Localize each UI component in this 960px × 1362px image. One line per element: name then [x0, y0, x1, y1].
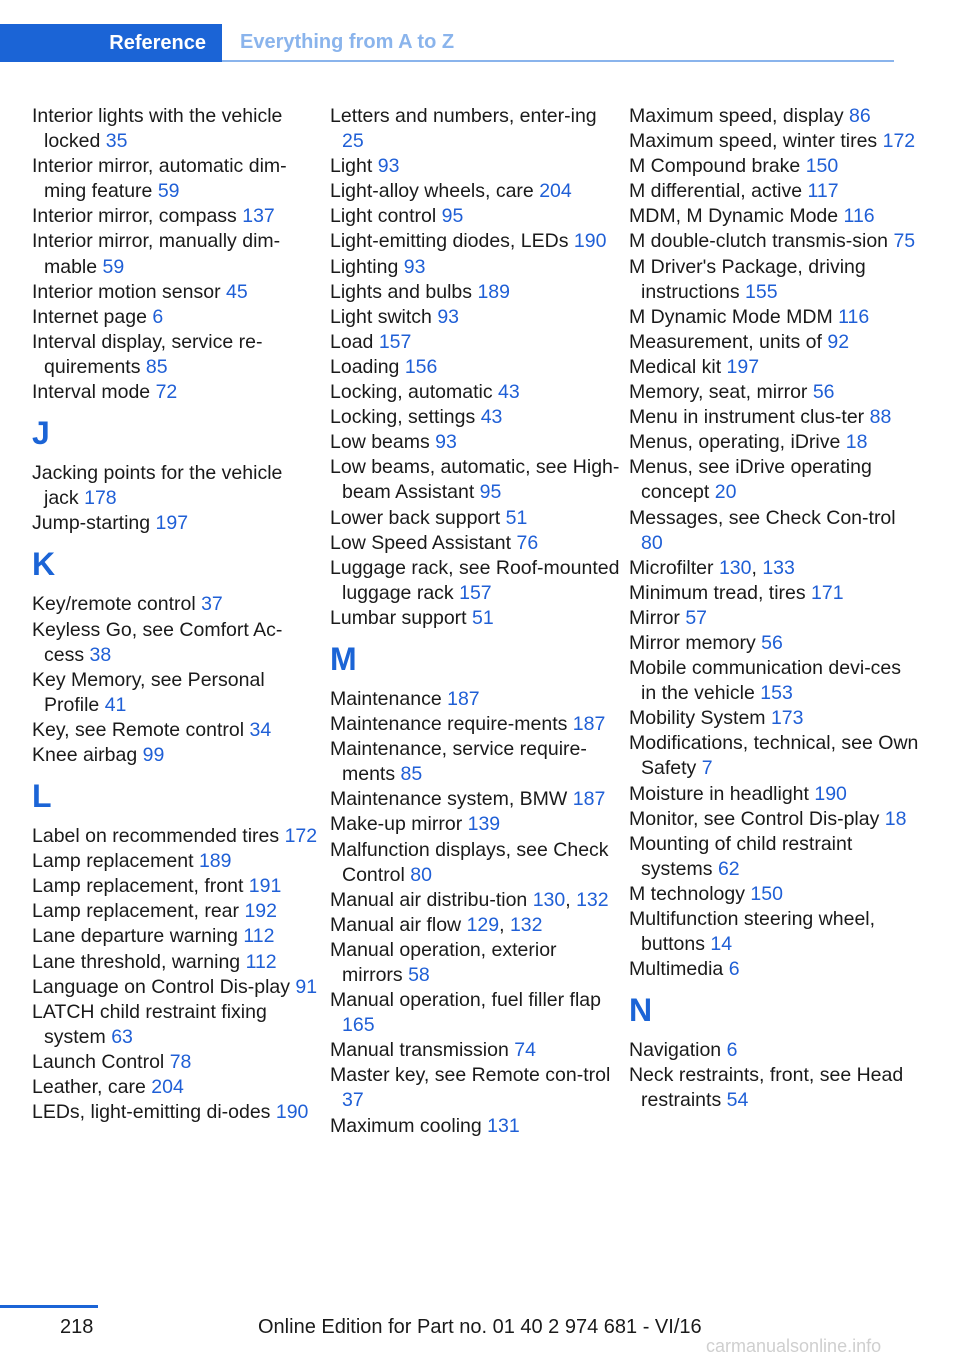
index-entry-text: Internet page [32, 305, 147, 328]
page-reference-link[interactable]: 129 [466, 913, 500, 936]
section-letter: M [330, 640, 357, 677]
index-entry-text: Lamp replacement, front [32, 875, 244, 898]
index-entry [32, 104, 322, 154]
index-entry-text: Master key, see Remote con‐trol [330, 1064, 611, 1087]
page-reference-link[interactable]: 157 [378, 330, 412, 353]
page-reference-link[interactable]: 62 [717, 857, 740, 880]
index-entry-text: Mobility System [629, 707, 766, 730]
index-entry [32, 618, 322, 668]
page-reference-link[interactable]: 99 [142, 743, 165, 766]
index-entry-text: Maintenance, service require‐ments [330, 738, 587, 786]
index-entry-text: Low Speed Assistant [330, 531, 512, 554]
index-entry [629, 1063, 919, 1113]
page-reference-link[interactable]: 18 [884, 807, 907, 830]
index-entry-text: M differential, active [629, 180, 803, 203]
index-entry [32, 461, 322, 511]
index-entry [32, 924, 322, 949]
page-reference-link[interactable]: 56 [812, 381, 835, 404]
page-reference-link[interactable]: 25 [342, 130, 364, 153]
index-entry-text: Maximum cooling [330, 1114, 482, 1137]
page-reference-link[interactable]: 59 [102, 255, 125, 278]
index-entry [629, 380, 919, 405]
index-entry [330, 280, 620, 305]
index-entry [32, 305, 322, 330]
index-entry-text: Mirror memory [629, 631, 756, 654]
index-entry-text: Letters and numbers, enter‐ing [330, 105, 597, 127]
index-entry [629, 506, 919, 556]
page-reference-link[interactable]: 93 [435, 431, 457, 454]
index-entry-text: Mirror [629, 606, 680, 629]
index-entry [330, 405, 620, 430]
index-entry [330, 1063, 620, 1113]
index-entry-text: Interior mirror, compass [32, 205, 237, 228]
page-reference-link[interactable]: 187 [572, 788, 606, 811]
index-entry-text: Neck restraints, front, see Head restraints [629, 1064, 904, 1112]
page-reference-link[interactable]: 45 [226, 280, 248, 303]
watermark: carmanualsonline.info [706, 1336, 882, 1356]
index-entry-text: Interval display, service re‐quirements [32, 330, 263, 378]
index-entry-text: Mounting of child restraint systems [629, 832, 853, 880]
index-entry [32, 380, 322, 405]
index-entry [629, 305, 919, 330]
index-column-2 [330, 104, 620, 1139]
index-entry-text: Monitor, see Control Dis‐play [629, 807, 880, 830]
index-entry-text: Language on Control Dis‐play [32, 975, 290, 998]
index-entry-text: Measurement, units of [629, 330, 822, 353]
page-reference-link[interactable]: 63 [111, 1025, 133, 1048]
index-entry [330, 812, 620, 837]
page-reference-link[interactable]: 86 [849, 105, 871, 127]
index-entry-text: Interior mirror, automatic dim‐ming feature [32, 155, 287, 203]
index-entry [330, 330, 620, 355]
index-entry-text: Moisture in headlight [629, 782, 809, 805]
page-reference-link[interactable]: 7 [701, 757, 713, 780]
page-reference-link[interactable]: 157 [459, 581, 492, 604]
index-entry-text: Label on recommended tires [32, 825, 280, 848]
index-entry-text: Lower back support [330, 506, 501, 529]
index-entry-text: M Driver's Package, driving instructions [629, 255, 866, 303]
index-entry-text: Knee airbag [32, 743, 138, 766]
index-entry-text: Lane departure warning [32, 925, 238, 948]
page-reference-link[interactable]: 85 [400, 763, 423, 786]
index-entry [629, 455, 919, 505]
page-reference-link[interactable]: 130 [718, 556, 752, 579]
page-reference-link[interactable]: 6 [726, 1039, 738, 1062]
index-entry [330, 305, 620, 330]
page-reference-link[interactable]: 6 [728, 958, 740, 981]
index-entry-text: Modifications, technical, see Own Safety [629, 732, 919, 780]
page-reference-link[interactable]: 80 [410, 863, 432, 886]
index-entry-text: Locking, settings [330, 406, 476, 429]
page-reference-link[interactable]: 133 [762, 556, 795, 579]
index-entry [330, 1114, 620, 1139]
index-entry-text: Light-alloy wheels, care [330, 180, 534, 203]
index-entry-text: LATCH child restraint fixing system [32, 1000, 267, 1048]
index-entry [330, 506, 620, 531]
index-entry [629, 1038, 919, 1063]
page-reference-link[interactable]: 51 [505, 506, 528, 529]
index-entry [629, 430, 919, 455]
page-reference-link[interactable]: 116 [843, 205, 875, 228]
index-entry-text: Messages, see Check Con‐trol [629, 506, 896, 529]
index-entry-text: M Compound brake [629, 155, 801, 178]
index-entry [32, 668, 322, 718]
page-reference-link[interactable]: 37 [342, 1089, 364, 1112]
index-entry-text: M Dynamic Mode MDM [629, 305, 833, 328]
page-reference-link[interactable]: 57 [685, 606, 708, 629]
index-entry [330, 938, 620, 988]
index-entry [32, 511, 322, 536]
index-entry-text: Launch Control [32, 1050, 165, 1073]
page-header [0, 0, 960, 62]
page-reference-link[interactable]: 165 [342, 1014, 375, 1037]
index-entry [32, 229, 322, 279]
index-entry [629, 807, 919, 832]
index-entry [330, 737, 620, 787]
page-reference-link[interactable]: 172 [284, 825, 318, 848]
index-entry-text: M double-clutch transmis‐sion [629, 230, 889, 253]
index-entry [330, 204, 620, 229]
index-entry-text: Interior mirror, manually dim‐mable [32, 230, 281, 278]
page-reference-link[interactable]: 78 [169, 1050, 192, 1073]
index-entry [629, 104, 919, 129]
page-reference-link[interactable]: 187 [447, 687, 480, 710]
index-entry-text: Menu in instrument clus‐ter [629, 406, 865, 429]
index-entry [32, 1050, 322, 1075]
page-reference-link[interactable]: 132 [509, 913, 543, 936]
index-entry [330, 787, 620, 812]
index-entry-text: Maintenance [330, 687, 442, 710]
page-reference-link[interactable]: 20 [714, 481, 737, 504]
page-reference-link[interactable]: 95 [441, 205, 464, 228]
index-entry [32, 899, 322, 924]
tab-section-title[interactable]: Everything from A to Z [240, 30, 455, 53]
index-entry-text: Lumbar support [330, 606, 467, 629]
page-reference-link[interactable]: 116 [838, 305, 870, 328]
index-entry [330, 988, 620, 1038]
page-reference-link[interactable]: 204 [151, 1076, 184, 1098]
index-entry-text: Memory, seat, mirror [629, 381, 808, 404]
page-reference-link[interactable]: 51 [472, 606, 494, 629]
page-reference-link[interactable]: 112 [243, 925, 275, 948]
page-reference-link[interactable]: 139 [467, 813, 501, 836]
index-entry [32, 204, 322, 229]
index-entry-text: Interior lights with the vehicle locked [32, 105, 283, 153]
index-entry-text: MDM, M Dynamic Mode [629, 205, 839, 228]
page-reference-link[interactable]: 95 [479, 481, 502, 504]
page-reference-link[interactable]: 34 [249, 718, 272, 741]
index-entry-text: Lamp replacement, rear [32, 900, 240, 923]
index-entry [629, 229, 919, 254]
page-reference-link[interactable]: 6 [152, 305, 164, 328]
page-reference-link[interactable]: 75 [893, 230, 916, 253]
index-entry [629, 832, 919, 882]
index-entry-text: Lights and bulbs [330, 280, 473, 303]
index-entry [330, 355, 620, 380]
index-entry-text: Maintenance require‐ments [330, 713, 568, 736]
index-entry [32, 849, 322, 874]
index-entry-text: Interval mode [32, 381, 151, 404]
page-reference-link[interactable]: 93 [437, 305, 460, 328]
index-entry [629, 907, 919, 957]
index-entry-text: Multimedia [629, 958, 724, 981]
index-entry-text: Low beams, automatic, see High-beam Assistant [330, 456, 620, 504]
index-entry-text: LEDs, light-emitting di‐odes [32, 1101, 271, 1124]
index-entry [629, 656, 919, 706]
index-entry [330, 838, 620, 888]
index-entry-text: Loading [330, 355, 400, 378]
page-reference-link[interactable]: 150 [750, 882, 783, 905]
page-reference-link[interactable]: 189 [477, 280, 510, 303]
index-entry [629, 606, 919, 631]
index-entry-text: Medical kit [629, 355, 722, 378]
index-entry-text: Maximum speed, winter tires [629, 130, 878, 153]
tab-reference[interactable]: Reference [0, 24, 222, 62]
index-entry [330, 104, 620, 154]
index-entry [32, 950, 322, 975]
page-reference-link[interactable]: 130 [532, 888, 566, 911]
index-entry [32, 1100, 322, 1125]
index-entry [330, 712, 620, 737]
index-entry-text: Low beams [330, 431, 430, 454]
page-reference-link[interactable]: 137 [242, 205, 275, 228]
page-reference-link[interactable]: 155 [745, 280, 778, 303]
index-column-1 [32, 104, 322, 1125]
index-entry: Manual air distribu‐tion 130, 132 [330, 888, 609, 911]
index-entry-text: Lighting [330, 255, 399, 278]
index-entry [629, 581, 919, 606]
index-entry-text: Make-up mirror [330, 813, 463, 836]
index-entry: Microfilter 130, 133 [629, 556, 795, 579]
index-entry [330, 1038, 620, 1063]
index-entry-text: Lamp replacement [32, 850, 194, 873]
page-reference-link[interactable]: 88 [869, 406, 892, 429]
index-entry [32, 824, 322, 849]
page-reference-link[interactable]: 190 [573, 230, 607, 253]
page-reference-link[interactable]: 58 [408, 964, 430, 986]
section-letter: K [32, 546, 56, 583]
index-entry [330, 430, 620, 455]
index-entry-text: Maximum speed, display [629, 105, 844, 127]
section-letter: L [32, 778, 52, 815]
page-reference-link[interactable]: 189 [198, 850, 232, 873]
page-reference-link[interactable]: 172 [882, 130, 916, 153]
index-entry-text: Light-emitting diodes, LEDs [330, 230, 569, 253]
page-reference-link[interactable]: 92 [827, 330, 850, 353]
page-reference-link[interactable]: 37 [201, 593, 223, 616]
index-entry-text: Manual operation, fuel filler flap [330, 989, 601, 1012]
edition-info: Online Edition for Part no. 01 40 2 974 681 - VI/16 [258, 1316, 702, 1338]
page-reference-link[interactable]: 56 [761, 631, 783, 654]
index-entry [32, 743, 322, 768]
page-reference-link[interactable]: 192 [244, 900, 277, 923]
index-entry [629, 129, 919, 154]
index-entry-text: M technology [629, 882, 745, 905]
index-entry-text: Keyless Go, see Comfort Ac‐cess [32, 618, 283, 666]
page-reference-link[interactable]: 153 [760, 682, 793, 705]
index-entry [32, 975, 322, 1000]
index-entry-text: Manual operation, exterior mirrors [330, 938, 557, 986]
page-reference-link[interactable]: 59 [157, 180, 180, 203]
page-reference-link[interactable]: 112 [245, 950, 277, 973]
index-entry-text: Menus, see iDrive operating concept [629, 456, 872, 504]
index-entry [629, 179, 919, 204]
page-reference-link[interactable]: 117 [807, 180, 839, 203]
page-reference-link[interactable]: 156 [404, 355, 438, 378]
page-reference-link[interactable]: 14 [710, 933, 733, 956]
section-letter: N [629, 992, 653, 1029]
index-entry-text: Light control [330, 205, 437, 228]
index-entry [32, 874, 322, 899]
index-entry [629, 706, 919, 731]
page-reference-link[interactable]: 93 [403, 255, 426, 278]
page-reference-link[interactable]: 80 [641, 531, 663, 554]
index-entry-text: Maintenance system, BMW [330, 788, 568, 811]
index-entry: Manual air flow 129, 132 [330, 913, 543, 936]
index-entry [32, 330, 322, 380]
page-reference-link[interactable]: 93 [377, 155, 400, 178]
index-entry [629, 355, 919, 380]
index-entry [330, 455, 620, 505]
index-entry [629, 330, 919, 355]
index-entry [629, 957, 919, 982]
index-column-3 [629, 104, 919, 1114]
page-reference-link[interactable]: 190 [814, 782, 847, 805]
index-entry-text: Key, see Remote control [32, 718, 245, 741]
index-entry-text: Locking, automatic [330, 381, 493, 404]
index-entry-text: Jump-starting [32, 512, 151, 535]
header-divider [222, 60, 894, 62]
page-reference-link[interactable]: 35 [105, 130, 128, 153]
index-entry [330, 531, 620, 556]
index-entry-text: Menus, operating, iDrive [629, 431, 841, 454]
page-reference-link[interactable]: 43 [480, 406, 503, 429]
index-entry-text: Malfunction displays, see Check Control [330, 838, 609, 886]
index-entry-text: Lane threshold, warning [32, 950, 241, 973]
page-reference-link[interactable]: 74 [514, 1039, 536, 1062]
index-entry-text: Key/remote control [32, 593, 196, 616]
index-entry [330, 179, 620, 204]
index-entry [629, 154, 919, 179]
page-reference-link[interactable]: 191 [248, 875, 282, 898]
index-entry-text: Luggage rack, see Roof-mounted luggage rack [330, 556, 620, 604]
index-entry [629, 255, 919, 305]
index-entry [330, 606, 620, 631]
index-entry [330, 687, 620, 712]
index-entry [32, 1075, 322, 1100]
page-reference-link[interactable]: 197 [726, 355, 760, 378]
index-entry [32, 592, 322, 617]
page-reference-link[interactable]: 18 [845, 431, 868, 454]
section-letter: J [32, 415, 50, 452]
index-entry [629, 782, 919, 807]
page-reference-link[interactable]: 131 [487, 1114, 520, 1137]
page-reference-link[interactable]: 72 [155, 381, 178, 404]
index-entry [32, 718, 322, 743]
page-reference-link[interactable]: 38 [89, 643, 112, 666]
page-reference-link[interactable]: 41 [104, 693, 127, 716]
index-entry-text: Load [330, 330, 374, 353]
index-entry-text: Light switch [330, 305, 432, 328]
page-number: 218 [60, 1316, 94, 1338]
index-entry [32, 1000, 322, 1050]
index-entry-text: Light [330, 155, 373, 178]
index-entry [330, 154, 620, 179]
index-entry [330, 229, 620, 254]
page-reference-link[interactable]: 54 [726, 1089, 749, 1112]
index-entry [330, 556, 620, 606]
index-entry-text: Manual air flow [330, 913, 462, 936]
page-reference-link[interactable]: 171 [811, 581, 844, 604]
index-entry [629, 631, 919, 656]
index-entry [330, 380, 620, 405]
index-entry [629, 882, 919, 907]
index-entry-text: Manual transmission [330, 1039, 509, 1062]
page-reference-link[interactable]: 43 [498, 381, 520, 404]
index-entry-text: Key Memory, see Personal Profile [32, 668, 265, 716]
index-entry [32, 154, 322, 204]
page-reference-link[interactable]: 132 [576, 888, 609, 911]
page-reference-link[interactable]: 187 [572, 713, 606, 736]
index-entry-text: Multifunction steering wheel, buttons [629, 908, 876, 956]
index-entry-text: Microfilter [629, 556, 714, 579]
page-reference-link[interactable]: 150 [805, 155, 839, 178]
index-entry-text: Interior motion sensor [32, 280, 221, 303]
page-reference-link[interactable]: 76 [516, 531, 539, 554]
index-entry-text: Minimum tread, tires [629, 581, 806, 604]
page-reference-link[interactable]: 178 [84, 487, 117, 510]
index-entry-text: Manual air distribu‐tion [330, 888, 528, 911]
page-reference-link[interactable]: 85 [145, 355, 168, 378]
page-reference-link[interactable]: 197 [155, 512, 189, 535]
index-entry-text: Jacking points for the vehicle jack [32, 462, 283, 510]
index-entry [32, 280, 322, 305]
index-entry [629, 204, 919, 229]
index-entry [629, 405, 919, 430]
index-entry-text: Mobile communication devi‐ces in the vehicle [629, 657, 902, 705]
index-entry [629, 731, 919, 781]
page-reference-link[interactable]: 91 [295, 975, 318, 998]
footer-divider [0, 1305, 98, 1308]
page-reference-link[interactable]: 190 [275, 1101, 309, 1124]
page-reference-link[interactable]: 204 [539, 180, 572, 203]
page-reference-link[interactable]: 173 [770, 707, 804, 730]
index-entry [330, 255, 620, 280]
index-entry-text: Navigation [629, 1039, 722, 1062]
index-entry-text: Leather, care [32, 1076, 146, 1098]
